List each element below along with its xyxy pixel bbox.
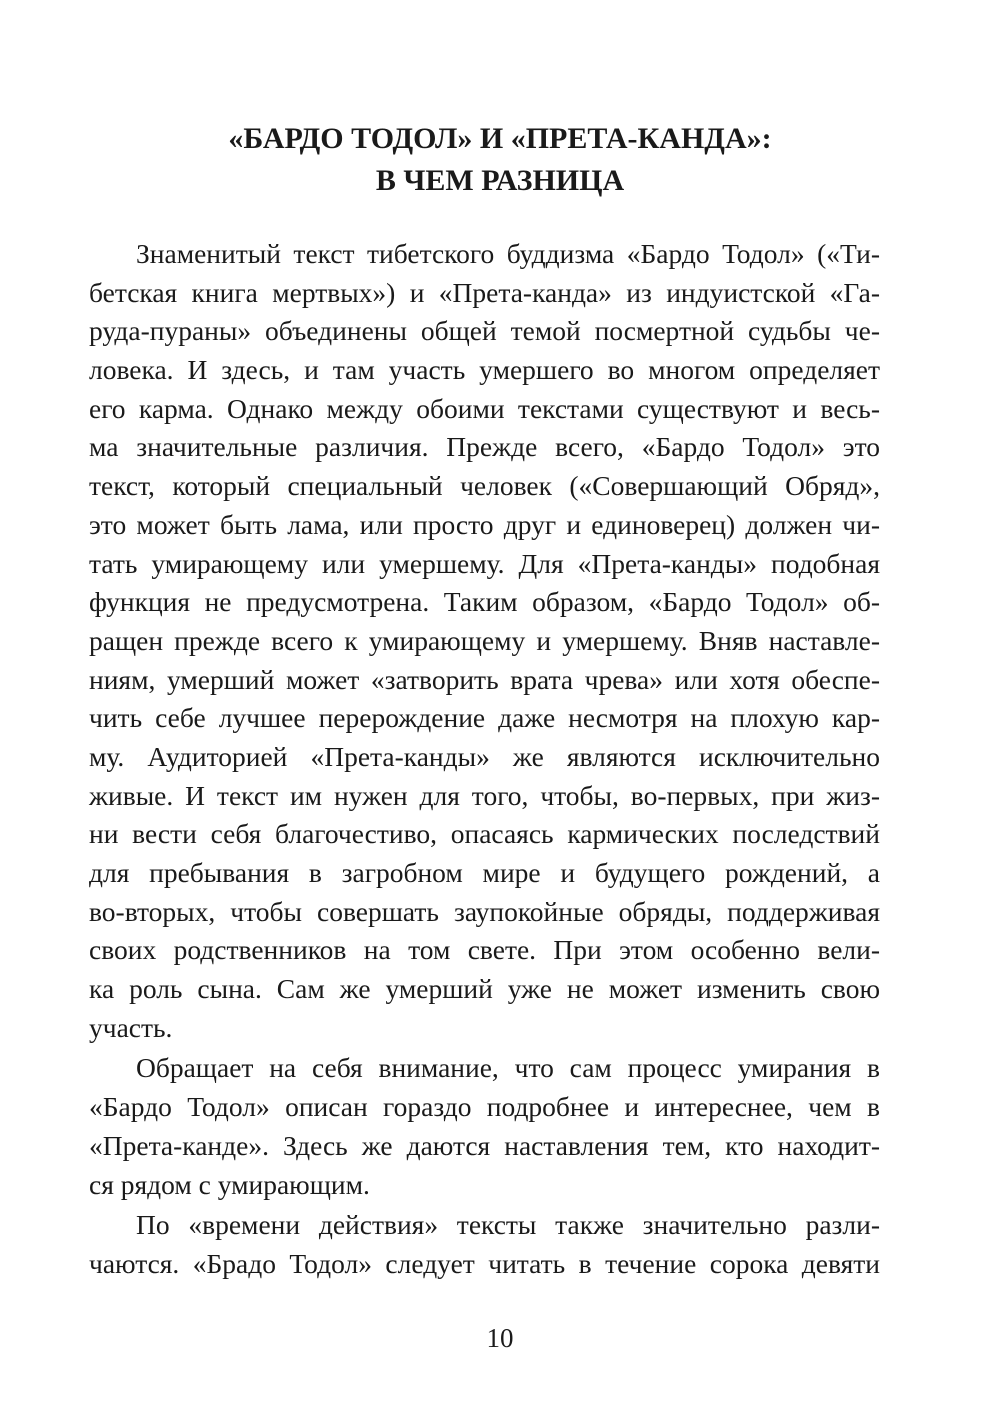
text-line: для пребывания в загробном мире и будущего рождений, а [89,857,880,888]
heading-line-1: «БАРДО ТОДОЛ» И «ПРЕТА-КАНДА»: [228,122,772,155]
text-line: ма значительные различия. Прежде всего, «Бардо Тодол» это [89,431,880,463]
heading-line-2: В ЧЕМ РАЗНИЦА [375,164,625,197]
body-text [89,235,880,1284]
chapter-heading [120,118,880,202]
text-line: ся рядом с умирающим. [89,1168,370,1200]
text-line: бетская книга мертвых») и «Прета-канда» из индуистской «Га- [89,276,880,308]
paragraph-3 [89,1206,880,1283]
text-line: во-вторых, чтобы совершать заупокойные обряды, поддерживая [89,895,880,927]
text-line: ка роль сына. Сам же умерший уже не может изменить свою [89,973,880,1005]
paragraph-1 [89,235,880,1047]
text-line: участь. [89,1011,173,1043]
page-number: 10 [486,1323,514,1353]
text-line: чаются. «Брадо Тодол» следует читать в течение сорока девяти [89,1247,880,1279]
text-line: Знаменитый текст тибетского буддизма «Бардо Тодол» («Ти- [136,238,880,269]
paragraph-2 [89,1049,880,1204]
text-line: руда-пураны» объединены общей темой посмертной судьбы че- [89,315,880,347]
text-line: своих родственников на том свете. При этом особенно вели- [89,934,880,966]
text-line: «Бардо Тодол» описан гораздо подробнее и интереснее, чем в [89,1091,880,1123]
text-line: тать умирающему или умершему. Для «Прета-канды» подобная [89,547,880,579]
text-line: «Прета-канде». Здесь же даются наставления тем, кто находит- [89,1129,880,1161]
text-line: му. Аудиторией «Прета-канды» же являются исключительно [89,740,880,772]
text-line: живые. И текст им нужен для того, чтобы, во-первых, при жиз- [89,779,880,811]
text-line: чить себе лучшее перерождение даже несмотря на плохую кар- [89,702,880,734]
text-line: ниям, умерший может «затворить врата чрева» или хотя обеспе- [89,663,880,695]
text-line: текст, который специальный человек («Совершающий Обряд», [89,470,880,502]
text-line: это может быть лама, или просто друг и единоверец) должен чи- [89,508,880,540]
text-line: Обращает на себя внимание, что сам процесс умирания в [136,1052,880,1084]
text-line: По «времени действия» тексты также значительно разли- [136,1209,880,1241]
text-line: ращен прежде всего к умирающему и умершему. Вняв наставле- [89,624,880,656]
text-line: ни вести себя благочестиво, опасаясь кармических последствий [89,818,880,850]
text-line: ловека. И здесь, и там участь умершего во многом определяет [89,354,880,386]
text-line: функция не предусмотрена. Таким образом, «Бардо Тодол» об- [89,586,880,618]
text-line: его карма. Однако между обоими текстами существуют и весь- [89,392,880,424]
